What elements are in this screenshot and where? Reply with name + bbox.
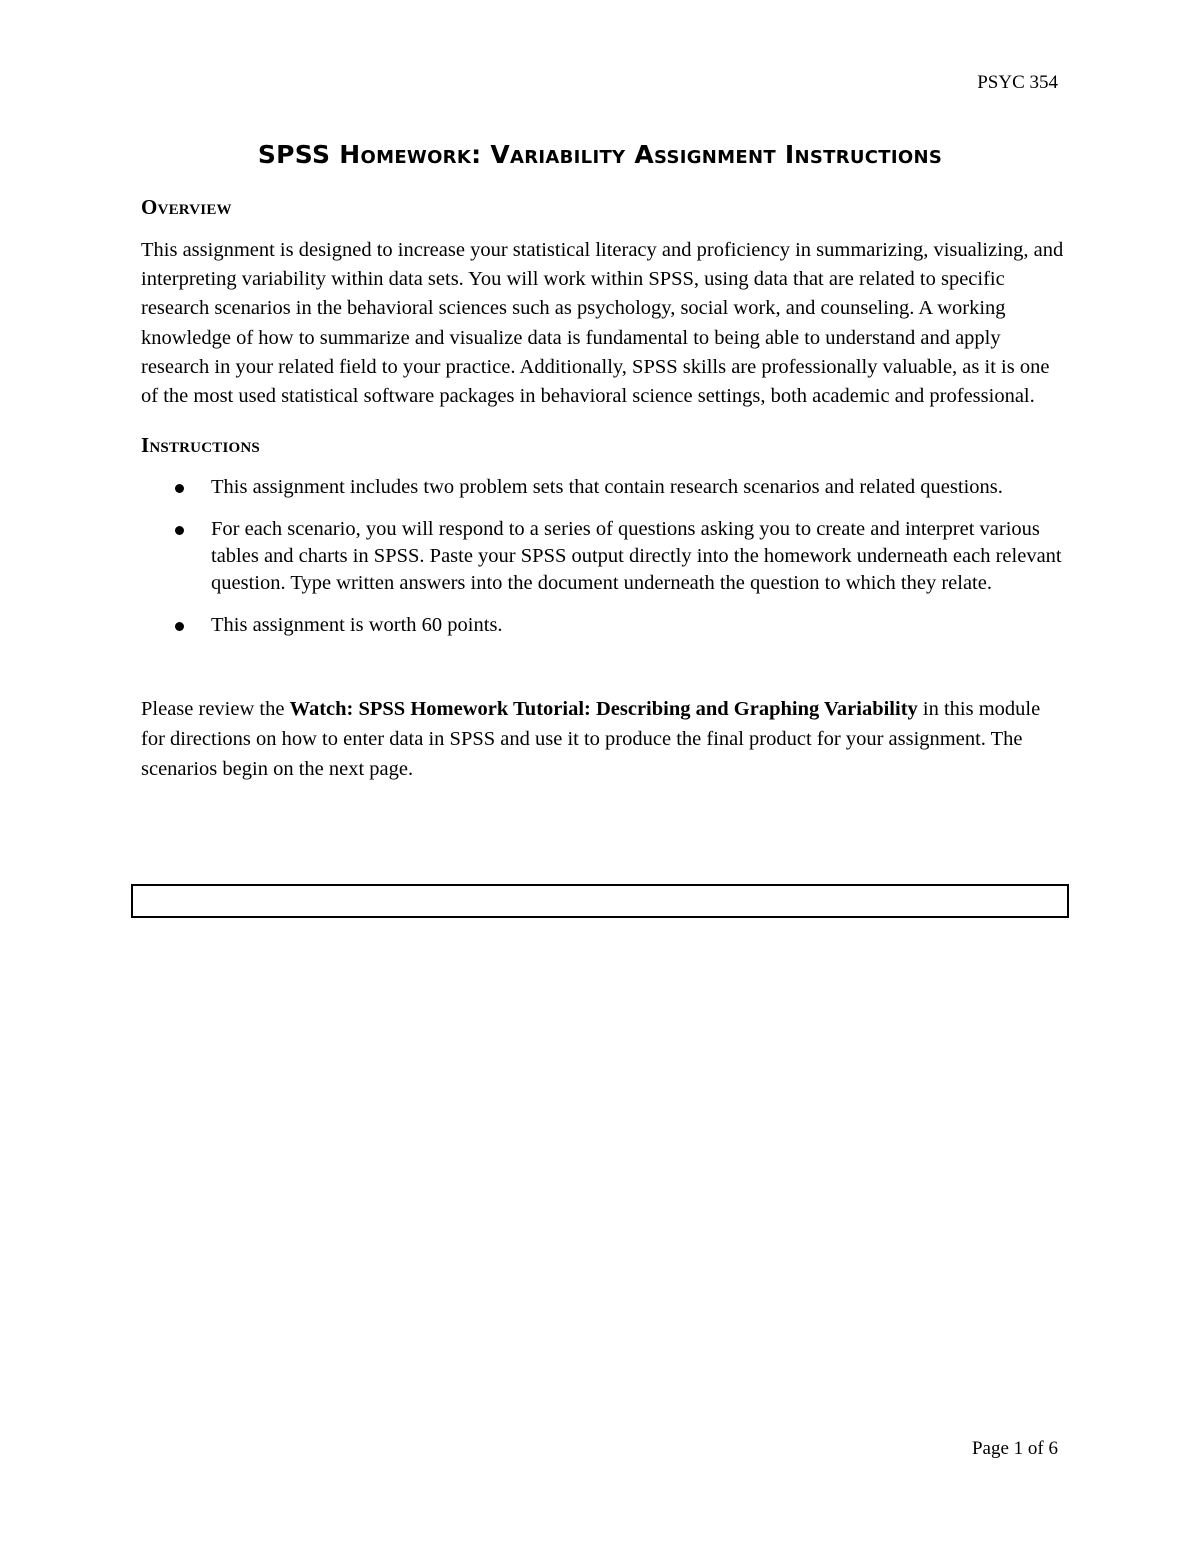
- review-prefix: Please review the: [141, 698, 290, 721]
- bullet-icon: [175, 484, 184, 493]
- document-body: [141, 195, 1066, 805]
- list-item-text: This assignment includes two problem sets that contain research scenarios and related questions.: [211, 476, 1003, 499]
- list-item-text: For each scenario, you will respond to a series of questions asking you to create and interpret various tables and charts in SPSS. Paste your SPSS output directly into the homework underneath each relevant question. Type written answers into the document underneath the question to which they relate.: [211, 518, 1062, 595]
- instructions-list: [141, 474, 1066, 639]
- overview-heading: Overview: [141, 195, 232, 219]
- list-item: [141, 516, 1066, 597]
- instructions-heading: Instructions: [141, 433, 260, 458]
- overview-paragraph: This assignment is designed to increase your statistical literacy and proficiency in summarizing, visualizing, and interpreting variability within data sets. You will work within SPSS, using data that are related to specific research scenarios in the behavioral sciences such as psychology, social work, and counseling. A working knowledge of how to summarize and visualize data is fundamental to being able to understand and apply research in your related field to your practice. Additionally, SPSS skills are professionally valuable, as it is one of the most used statistical software packages in behavioral science settings, both academic and professional.: [141, 239, 1064, 408]
- list-item: [141, 612, 1066, 639]
- tutorial-link-text: Watch: SPSS Homework Tutorial: Describing and Graphing Variability: [289, 698, 918, 721]
- page-number: Page 1 of 6: [971, 1438, 1058, 1459]
- document-title: SPSS Homework: Variability Assignment Instructions: [257, 140, 943, 169]
- review-suffix: in this module for directions on how to enter data in SPSS and use it to produce the final product for your assignment. The scenarios begin on the next page.: [141, 698, 1041, 781]
- course-code: PSYC 354: [977, 72, 1058, 93]
- list-item: [141, 474, 1066, 501]
- bullet-icon: [175, 622, 184, 631]
- list-item-text: This assignment is worth 60 points.: [211, 614, 503, 637]
- empty-text-box: [131, 884, 1069, 918]
- review-paragraph: [141, 694, 1066, 784]
- bullet-icon: [175, 526, 184, 535]
